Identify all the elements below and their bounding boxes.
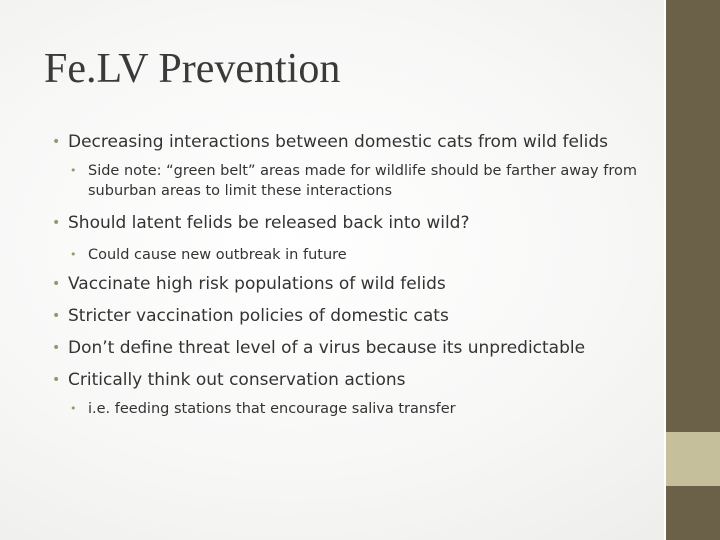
bullet-item <box>52 273 652 295</box>
bullet-icon: • <box>52 276 61 292</box>
sub-bullet-item <box>70 399 652 419</box>
bullet-icon: • <box>70 402 77 415</box>
sub-bullet-item <box>70 161 652 201</box>
bullet-icon: • <box>52 215 61 231</box>
bullet-text: Decreasing interactions between domestic cats from wild felids <box>68 132 608 152</box>
bullet-text: Stricter vaccination policies of domestic cats <box>68 306 449 326</box>
slide-title: Fe.LV Prevention <box>44 46 341 92</box>
sub-bullet-text: Side note: “green belt” areas made for wildlife should be farther away from suburban areas to limit these interactions <box>88 163 637 199</box>
bullet-item <box>52 212 652 234</box>
bullet-text: Critically think out conservation actions <box>68 370 406 390</box>
bullet-item <box>52 131 652 153</box>
bullet-icon: • <box>70 248 77 261</box>
sub-bullet-text: i.e. feeding stations that encourage saliva transfer <box>88 401 456 417</box>
bullet-icon: • <box>52 308 61 324</box>
sub-bullet-item <box>70 245 652 265</box>
sidebar-accent-block <box>666 432 720 486</box>
bullet-text: Don’t define threat level of a virus because its unpredictable <box>68 338 586 358</box>
bullet-icon: • <box>70 164 77 177</box>
sub-bullet-text: Could cause new outbreak in future <box>88 247 347 263</box>
bullet-item <box>52 337 652 359</box>
bullet-text: Should latent felids be released back into wild? <box>68 213 470 233</box>
sidebar-divider <box>664 0 666 540</box>
bullet-icon: • <box>52 134 61 150</box>
bullet-list <box>52 131 652 419</box>
bullet-item <box>52 369 652 391</box>
bullet-icon: • <box>52 340 61 356</box>
bullet-icon: • <box>52 372 61 388</box>
bullet-item <box>52 305 652 327</box>
bullet-text: Vaccinate high risk populations of wild felids <box>68 274 446 294</box>
